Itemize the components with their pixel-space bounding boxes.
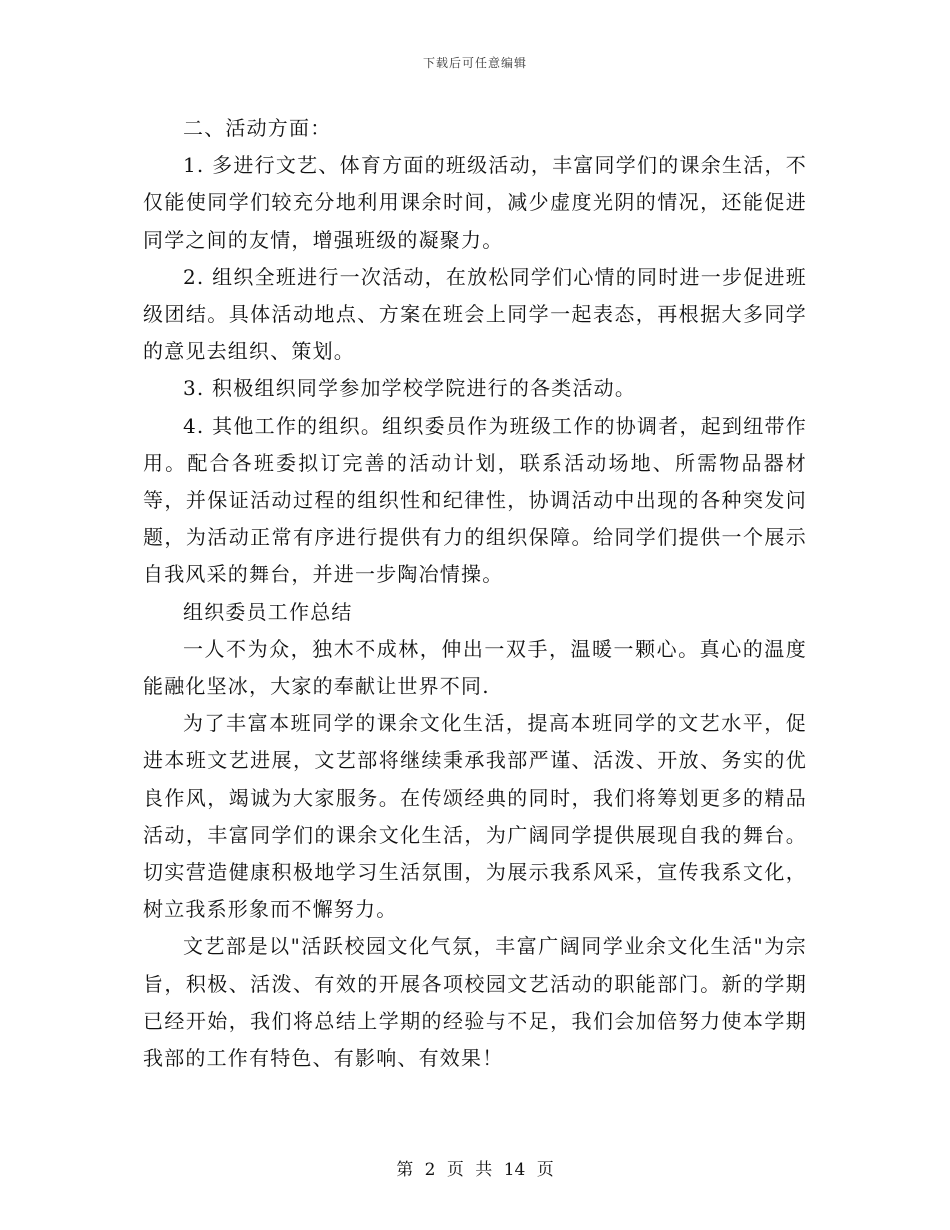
document-body [143,110,807,1077]
paragraph-item-4: 4. 其他工作的组织。组织委员作为班级工作的协调者，起到纽带作用。配合各班委拟订完善的活动计划，联系活动场地、所需物品器材等，并保证活动过程的组织性和纪律性，协调活动中出现的各种突发问题，为活动正常有序进行提供有力的组织保障。给同学们提供一个展示自我风采的舞台，并进一步陶冶情操。 [143,413,807,587]
section-title-summary: 组织委员工作总结 [183,599,353,624]
paragraph-arts-mission: 文艺部是以"活跃校园文化气氛，丰富广阔同学业余文化生活"为宗旨，积极、活泼、有效的开展各项校园文艺活动的职能部门。新的学期已经开始，我们将总结上学期的经验与不足，我们会加倍努力使本学期我部的工作有特色、有影响、有效果！ [143,934,807,1071]
paragraph-item-1: 1. 多进行文艺、体育方面的班级活动，丰富同学们的课余生活，不仅能使同学们较充分地利用课余时间，减少虚度光阴的情况，还能促进同学之间的友情，增强班级的凝聚力。 [143,153,807,252]
page-footer: 第 2 页 共 14 页 [396,1160,554,1180]
paragraph-arts-goals: 为了丰富本班同学的课余文化生活，提高本班同学的文艺水平，促进本班文艺进展，文艺部将继续秉承我部严谨、活泼、开放、务实的优良作风，竭诚为大家服务。在传颂经典的同时，我们将筹划更多的精品活动，丰富同学们的课余文化生活，为广阔同学提供展现自我的舞台。切实营造健康积极地学习生活氛围，为展示我系风采，宣传我系文化，树立我系形象而不懈努力。 [143,711,807,922]
page-header: 下载后可任意编辑 [422,56,527,70]
paragraph-item-2: 2. 组织全班进行一次活动，在放松同学们心情的同时进一步促进班级团结。具体活动地点、方案在班会上同学一起表态，再根据大多同学的意见去组织、策划。 [143,264,807,364]
paragraph-intro: 一人不为众，独木不成林，伸出一双手，温暖一颗心。真心的温度能融化坚冰，大家的奉献让世界不同. [143,636,807,699]
paragraph-item-3: 3. 积极组织同学参加学校学院进行的各类活动。 [183,376,637,401]
section-heading-activities: 二、活动方面： [183,116,332,140]
